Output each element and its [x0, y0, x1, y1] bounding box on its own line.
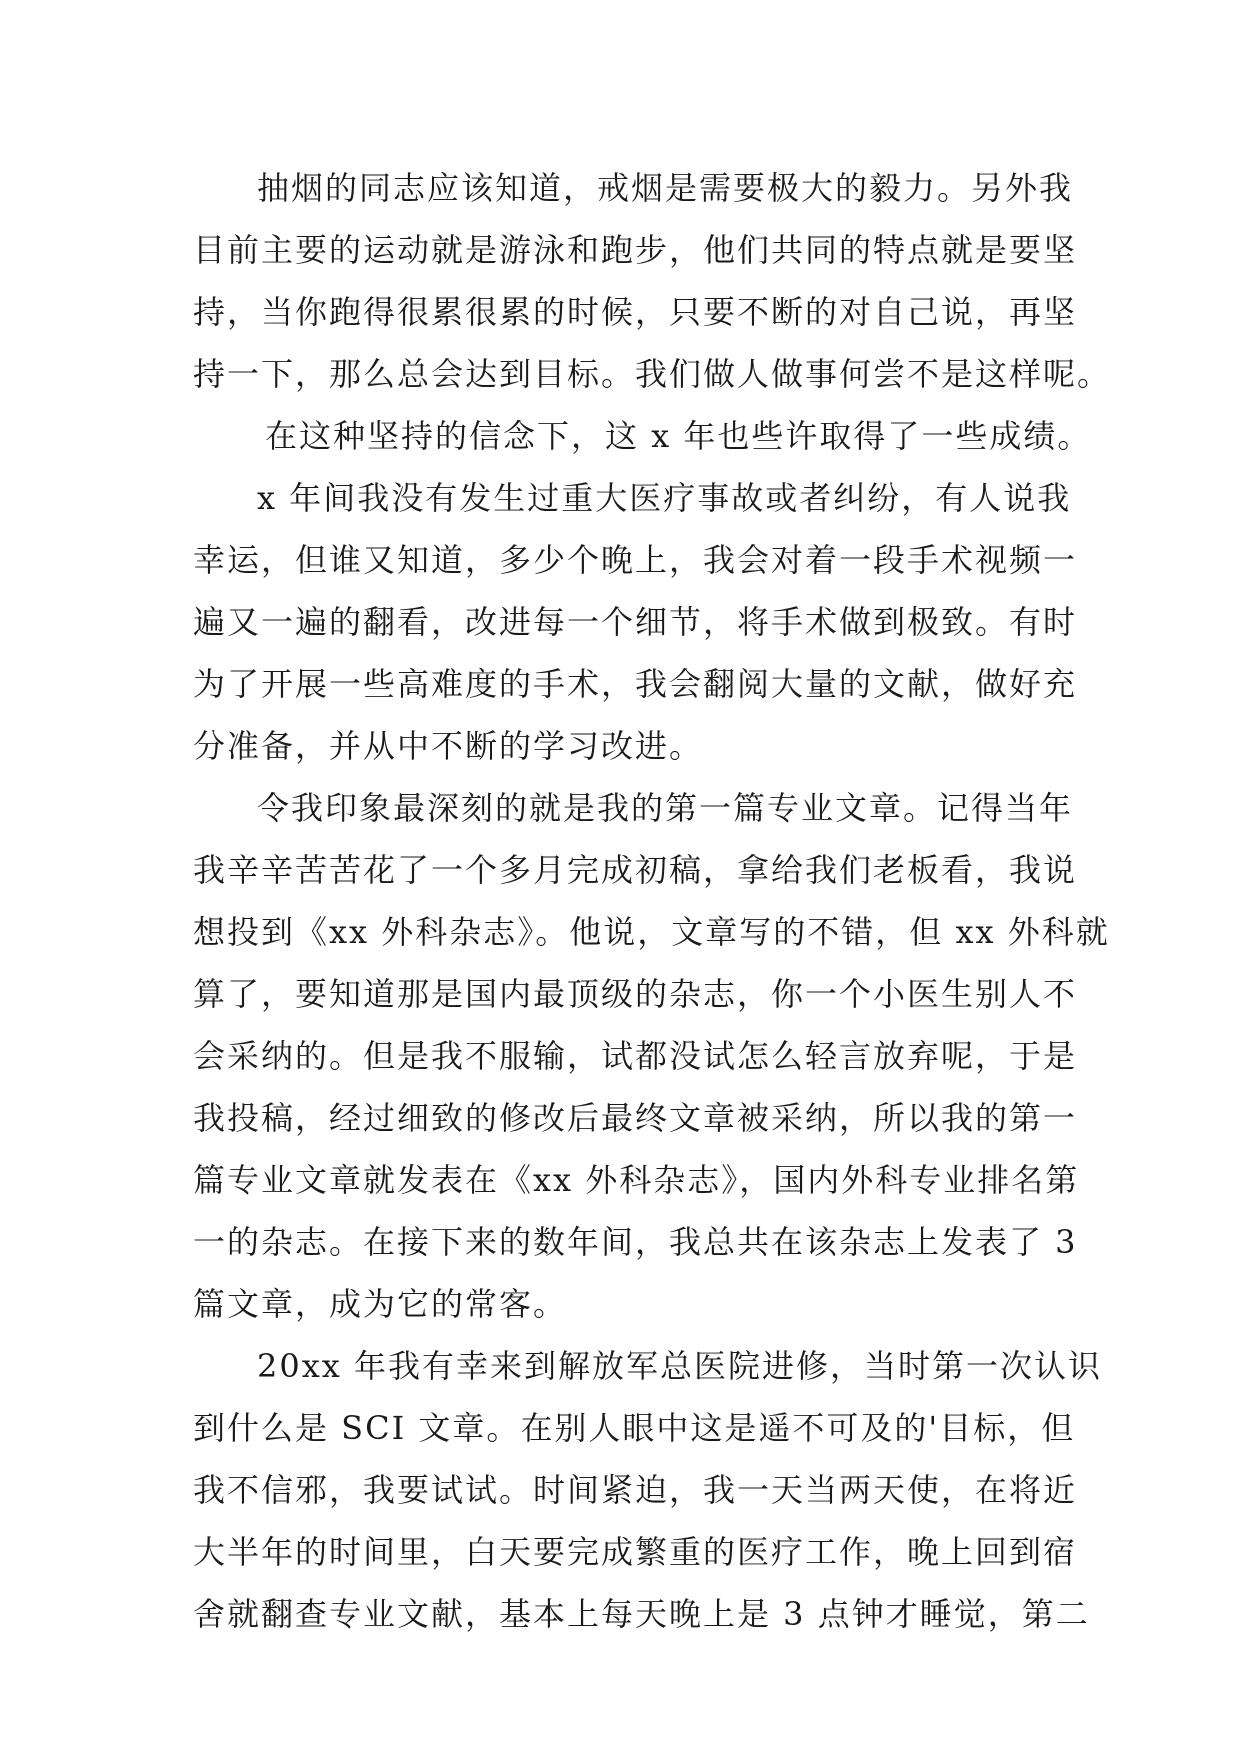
text-line: x 年间我没有发生过重大医疗事故或者纠纷，有人说我 — [257, 479, 1072, 517]
text-line: 篇文章，成为它的常客。 — [193, 1285, 568, 1323]
text-line: 持，当你跑得很累很累的时候，只要不断的对自己说，再坚 — [193, 293, 1078, 331]
text-line: 为了开展一些高难度的手术，我会翻阅大量的文献，做好充 — [193, 665, 1078, 703]
text-line: 在这种坚持的信念下，这 x 年也些许取得了一些成绩。 — [265, 417, 1092, 455]
text-line: 幸运，但谁又知道，多少个晚上，我会对着一段手术视频一 — [193, 541, 1078, 579]
text-line: 我辛辛苦苦花了一个多月完成初稿，拿给我们老板看，我说 — [193, 851, 1078, 889]
text-line: 遍又一遍的翻看，改进每一个细节，将手术做到极致。有时 — [193, 603, 1078, 641]
text-line: 令我印象最深刻的就是我的第一篇专业文章。记得当年 — [257, 789, 1074, 827]
text-line: 20xx 年我有幸来到解放军总医院进修，当时第一次认识 — [257, 1347, 1102, 1385]
text-line: 抽烟的同志应该知道，戒烟是需要极大的毅力。另外我 — [257, 169, 1074, 207]
text-line: 分准备，并从中不断的学习改进。 — [193, 727, 704, 765]
document-body — [193, 157, 1112, 1645]
text-line: 持一下，那么总会达到目标。我们做人做事何尝不是这样呢。 — [193, 355, 1112, 393]
text-line: 目前主要的运动就是游泳和跑步，他们共同的特点就是要坚 — [193, 231, 1078, 269]
text-line: 算了，要知道那是国内最顶级的杂志，你一个小医生别人不 — [193, 975, 1078, 1013]
text-line: 一的杂志。在接下来的数年间，我总共在该杂志上发表了 3 — [193, 1223, 1078, 1261]
text-line: 到什么是 SCI 文章。在别人眼中这是遥不可及的'目标，但 — [193, 1409, 1076, 1447]
text-line: 我投稿，经过细致的修改后最终文章被采纳，所以我的第一 — [193, 1099, 1078, 1137]
text-line: 篇专业文章就发表在《xx 外科杂志》，国内外科专业排名第 — [193, 1161, 1080, 1199]
text-line: 我不信邪，我要试试。时间紧迫，我一天当两天使，在将近 — [193, 1471, 1078, 1509]
text-line: 会采纳的。但是我不服输，试都没试怎么轻言放弃呢，于是 — [193, 1037, 1078, 1075]
text-line: 舍就翻查专业文献，基本上每天晚上是 3 点钟才睡觉，第二 — [193, 1595, 1090, 1633]
text-line: 大半年的时间里，白天要完成繁重的医疗工作，晚上回到宿 — [193, 1533, 1078, 1571]
text-line: 想投到《xx 外科杂志》。他说，文章写的不错，但 xx 外科就 — [193, 913, 1110, 951]
